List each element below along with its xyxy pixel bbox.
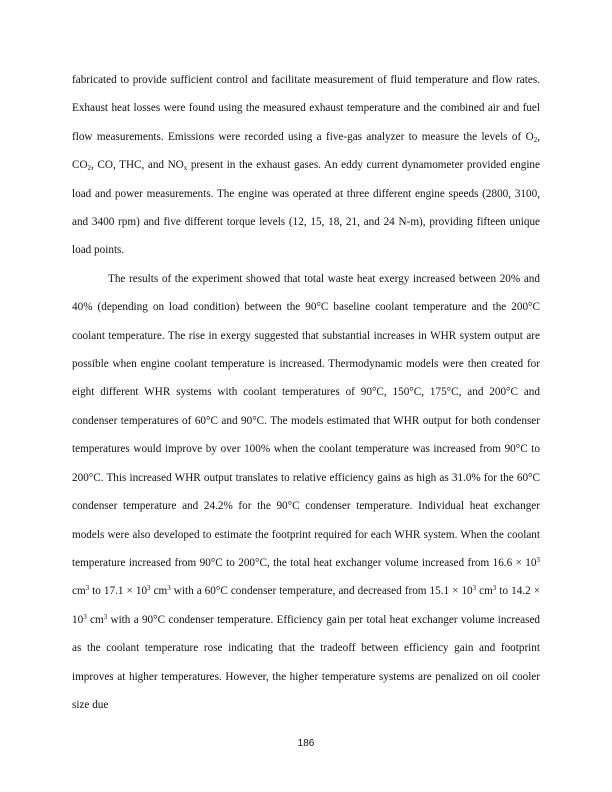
page-number: 186 bbox=[297, 738, 315, 749]
subscript: 2 bbox=[533, 135, 538, 144]
text-segment: , CO, THC, and NO bbox=[91, 159, 184, 172]
subscript: 2 bbox=[87, 164, 92, 173]
text-segment: to 14.2 × 10 bbox=[72, 585, 541, 626]
superscript: 3 bbox=[492, 584, 497, 593]
superscript: 3 bbox=[147, 584, 151, 593]
text-segment: with a 60°C condenser temperature, and decreased from 15.1 × 10 bbox=[170, 585, 473, 598]
subscript: x bbox=[183, 164, 188, 173]
paragraph-methods bbox=[72, 66, 540, 265]
text-segment: fabricated to provide sufficient control and facilitate measurement of fluid temperature and flow rates. Exhaust heat losses were found using the measured exhaust temperature and the combined air and fuel flow measurements. Emissions were recorded using a five-gas analyzer to measure the levels of O bbox=[72, 74, 540, 143]
text-segment: cm bbox=[476, 585, 493, 598]
superscript: 3 bbox=[167, 584, 171, 593]
text-segment: present in the exhaust gases. An eddy current dynamometer provided engine load and power measurements. The engine was operated at three different engine speeds (2800, 3100, and 3400 rpm) and five different torque levels (12, 15, 18, 21, and 24 N-m), providing fifteen unique load points. bbox=[72, 159, 540, 257]
text-segment: , CO bbox=[72, 130, 540, 172]
superscript: 3 bbox=[536, 555, 540, 564]
text-segment: cm bbox=[72, 585, 86, 598]
body-text bbox=[72, 66, 540, 719]
superscript: 3 bbox=[85, 584, 90, 593]
text-segment: cm bbox=[150, 585, 168, 598]
text-segment: The results of the experiment showed that total waste heat exergy increased between 20% and 40% (depending on load condition) between the 90°C baseline coolant temperature and the 200°C coolant temperature. The rise in exergy suggested that substantial increases in WHR system output are possible when engine coolant temperature is increased. Thermodynamic models were then created for eight different WHR systems with coolant temperatures of 90°C, 150°C, 175°C, and 200°C and condenser temperatures of 60°C and 90°C. The models estimated that WHR output for both condenser temperatures would improve by over 100% when the coolant temperature was increased from 90°C to 200°C. This increased WHR output translates to relative efficiency gains as high as 31.0% for the 60°C condenser temperature and 24.2% for the 90°C condenser temperature. Individual heat exchanger models were also developed to estimate the footprint required for each WHR system. When the coolant temperature increased from 90°C to 200°C, the total heat exchanger volume increased from 16.6 × 10 bbox=[72, 272, 540, 569]
text-segment: cm bbox=[86, 613, 104, 626]
text-segment: with a 90°C condenser temperature. Efficiency gain per total heat exchanger volume increased as the coolant temperature rose indicating that the tradeoff between efficiency gain and footprint improves at higher temperatures. However, the higher temperature systems are penalized on oil cooler size due bbox=[72, 613, 540, 711]
superscript: 3 bbox=[83, 612, 87, 621]
superscript: 3 bbox=[103, 612, 108, 621]
superscript: 3 bbox=[472, 584, 477, 593]
paragraph-results bbox=[72, 265, 540, 720]
text-segment: to 17.1 × 10 bbox=[89, 585, 148, 598]
